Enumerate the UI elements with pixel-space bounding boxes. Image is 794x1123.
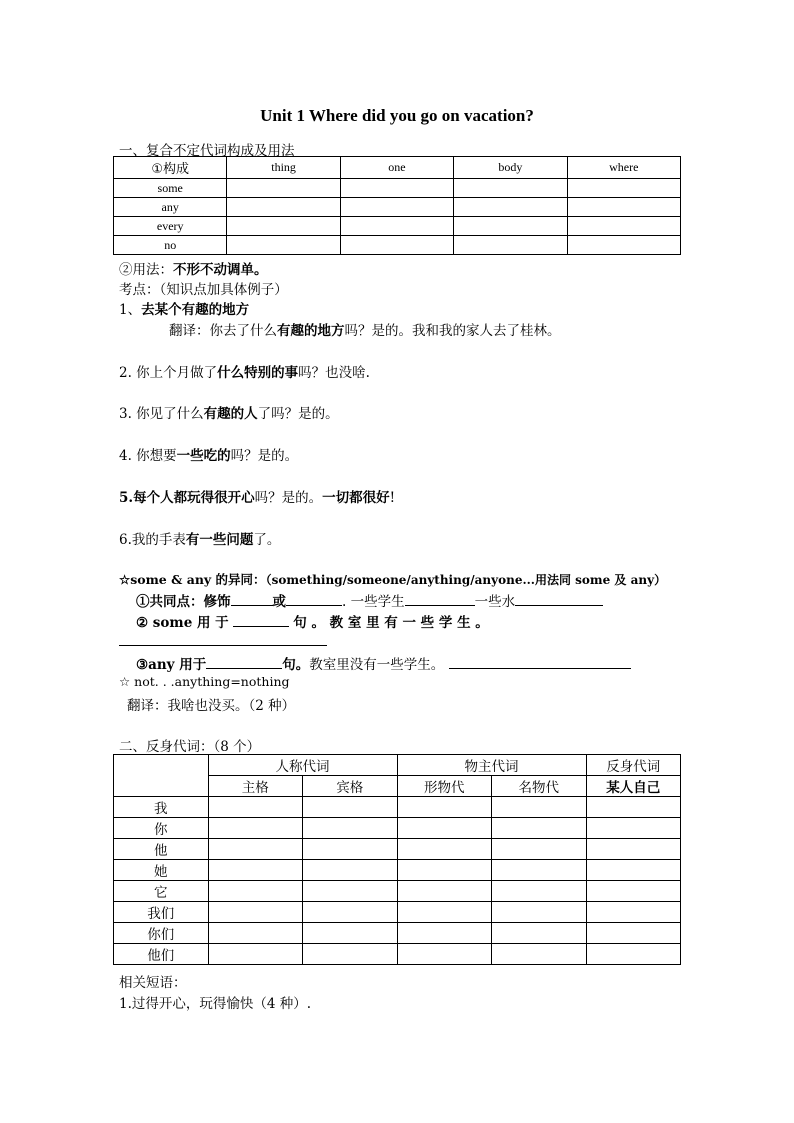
star1-a: ☆some & any 的异同：: [119, 572, 266, 587]
item5-a: 5.每个人都: [119, 490, 188, 506]
answer-cell[interactable]: [397, 923, 492, 944]
table-corner: [114, 755, 209, 797]
answer-cell[interactable]: [303, 797, 398, 818]
col-body: body: [454, 157, 567, 179]
usage-label: ②用法：: [119, 262, 173, 278]
item3-c: 了吗？是的。: [257, 406, 339, 422]
table-row: [114, 797, 681, 818]
answer-cell[interactable]: [586, 902, 681, 923]
blank-field[interactable]: [286, 591, 342, 606]
item3-a: 3. 你见了什么: [119, 406, 204, 422]
item6: [119, 528, 280, 548]
row-no: no: [114, 236, 227, 255]
row-label: 我们: [114, 902, 209, 923]
item6-a: 6.我的手表: [119, 532, 186, 548]
item5: [119, 486, 395, 506]
answer-cell[interactable]: [492, 818, 587, 839]
answer-cell[interactable]: [303, 860, 398, 881]
answer-cell[interactable]: [227, 236, 340, 255]
answer-cell[interactable]: [208, 902, 303, 923]
item1-num: 1、: [119, 302, 142, 318]
some-usage-a: ② some 用 于: [136, 615, 229, 631]
answer-cell[interactable]: [303, 881, 398, 902]
item1-tr-c: 吗？是的。我和我的家人去了桂林。: [344, 323, 561, 339]
answer-cell[interactable]: [397, 860, 492, 881]
blank-field[interactable]: [449, 654, 631, 669]
row-some: some: [114, 179, 227, 198]
group-reflexive: 反身代词: [586, 755, 681, 776]
usage-line: [119, 258, 268, 278]
answer-cell[interactable]: [586, 818, 681, 839]
answer-cell[interactable]: [492, 860, 587, 881]
answer-cell[interactable]: [303, 839, 398, 860]
common-a: ①共同点：修饰: [136, 594, 231, 610]
answer-cell[interactable]: [567, 236, 680, 255]
answer-cell[interactable]: [397, 797, 492, 818]
answer-cell[interactable]: [586, 860, 681, 881]
answer-cell[interactable]: [303, 902, 398, 923]
any-usage-c: 教室里没有一些学生。: [309, 657, 445, 673]
answer-cell[interactable]: [208, 923, 303, 944]
item6-b: 有一些问题: [185, 532, 254, 548]
star1-b: （something/someone/anything/anyone...用法同 some 及 any）: [265, 573, 667, 587]
item3: [119, 402, 339, 422]
table-row: [114, 236, 681, 255]
common-line: [136, 590, 603, 610]
answer-cell[interactable]: [492, 923, 587, 944]
item5-b: 玩得很开心: [187, 490, 255, 506]
answer-cell[interactable]: [492, 881, 587, 902]
answer-cell[interactable]: [340, 179, 453, 198]
group-possessive: 物主代词: [397, 755, 586, 776]
subcol-noun-possessive: 名物代: [492, 776, 587, 797]
item1-tr-a: 翻译：你去了什么: [169, 323, 277, 339]
item1-translation: [169, 319, 561, 339]
answer-cell[interactable]: [454, 217, 567, 236]
answer-cell[interactable]: [208, 818, 303, 839]
row-label: 她: [114, 860, 209, 881]
answer-cell[interactable]: [397, 944, 492, 965]
item4-b: 一些吃的: [176, 448, 231, 464]
answer-cell[interactable]: [208, 881, 303, 902]
any-usage-line: [136, 653, 631, 673]
item4: [119, 444, 298, 464]
section1-heading: 一、复合不定代词构成及用法: [119, 143, 295, 159]
answer-cell[interactable]: [454, 236, 567, 255]
phrases-label: 相关短语：: [119, 975, 187, 991]
answer-cell[interactable]: [397, 902, 492, 923]
answer-cell[interactable]: [586, 839, 681, 860]
blank-field[interactable]: [233, 612, 289, 627]
answer-cell[interactable]: [227, 217, 340, 236]
answer-cell[interactable]: [227, 198, 340, 217]
item2-c: 吗？也没啥.: [298, 365, 370, 381]
row-label: 他们: [114, 944, 209, 965]
blank-field[interactable]: [515, 591, 603, 606]
phrase-1: 1.过得开心，玩得愉快（4 种）.: [119, 996, 312, 1012]
answer-cell[interactable]: [208, 839, 303, 860]
item2-b: 什么特别的事: [217, 365, 299, 381]
answer-cell[interactable]: [397, 839, 492, 860]
item3-b: 有趣的人: [203, 406, 258, 422]
some-usage-continuation: [119, 631, 327, 650]
row-label: 它: [114, 881, 209, 902]
any-usage-b: 句。: [282, 657, 310, 673]
reflexive-pronoun-table: [113, 754, 681, 965]
item6-c: 了。: [253, 532, 281, 548]
answer-cell[interactable]: [227, 179, 340, 198]
compound-pronoun-table: [113, 156, 681, 255]
answer-cell[interactable]: [303, 923, 398, 944]
answer-cell[interactable]: [454, 179, 567, 198]
table-row: [114, 860, 681, 881]
kaodian: 考点：（知识点加具体例子）: [119, 282, 288, 298]
table-row: [114, 902, 681, 923]
row-label: 他: [114, 839, 209, 860]
item5-e: !: [389, 490, 396, 506]
star1-line: [119, 570, 666, 588]
answer-cell[interactable]: [567, 217, 680, 236]
subcol-adj-possessive: 形物代: [397, 776, 492, 797]
blank-field[interactable]: [405, 591, 475, 606]
answer-cell[interactable]: [492, 944, 587, 965]
common-d: 一些水: [474, 594, 516, 610]
table-row: [114, 839, 681, 860]
item4-c: 吗？是的。: [230, 448, 299, 464]
item1-tr-b: 有趣的地方: [277, 323, 345, 339]
subcol-object: 宾格: [303, 776, 398, 797]
answer-cell[interactable]: [340, 198, 453, 217]
group-personal: 人称代词: [208, 755, 397, 776]
answer-cell[interactable]: [586, 881, 681, 902]
row-label: 你: [114, 818, 209, 839]
answer-cell[interactable]: [492, 902, 587, 923]
answer-cell[interactable]: [454, 198, 567, 217]
common-b: 或: [272, 594, 286, 610]
item4-a: 4. 你想要: [119, 448, 177, 464]
answer-cell[interactable]: [303, 818, 398, 839]
table-corner: ①构成: [114, 157, 227, 179]
blank-field[interactable]: [119, 631, 327, 646]
answer-cell[interactable]: [208, 860, 303, 881]
table-row: [114, 881, 681, 902]
answer-cell[interactable]: [492, 839, 587, 860]
answer-cell[interactable]: [586, 797, 681, 818]
answer-cell[interactable]: [303, 944, 398, 965]
row-every: every: [114, 217, 227, 236]
col-one: one: [340, 157, 453, 179]
table-row: [114, 179, 681, 198]
table-row: [114, 217, 681, 236]
item5-c: 吗？是的。: [254, 490, 323, 506]
answer-cell[interactable]: [397, 881, 492, 902]
answer-cell[interactable]: [586, 923, 681, 944]
table-row: [114, 818, 681, 839]
subcol-reflexive: 某人自己: [586, 776, 681, 797]
row-any: any: [114, 198, 227, 217]
item2: [119, 361, 370, 381]
any-usage-a: ③any 用于: [136, 657, 207, 673]
col-where: where: [567, 157, 680, 179]
table-row: [114, 198, 681, 217]
item1-title-line: [119, 298, 249, 318]
some-usage-line: [136, 611, 489, 631]
answer-cell[interactable]: [397, 818, 492, 839]
star2-translation: 翻译：我啥也没买。（2 种）: [127, 698, 296, 714]
section2-heading: 二、反身代词：（8 个）: [119, 739, 261, 755]
blank-field[interactable]: [206, 654, 282, 669]
answer-cell[interactable]: [492, 797, 587, 818]
item5-d: 一切都很好: [322, 490, 390, 506]
answer-cell[interactable]: [340, 236, 453, 255]
star2-line: ☆ not. . .anything=nothing: [119, 674, 290, 689]
col-thing: thing: [227, 157, 340, 179]
answer-cell[interactable]: [340, 217, 453, 236]
blank-field[interactable]: [231, 591, 273, 606]
answer-cell[interactable]: [208, 797, 303, 818]
answer-cell[interactable]: [567, 198, 680, 217]
table-row: [114, 923, 681, 944]
usage-rule: 不形不动调单。: [173, 262, 268, 278]
some-usage-b: 句 。 教 室 里 有 一 些 学 生 。: [293, 615, 489, 631]
item2-a: 2. 你上个月做了: [119, 365, 218, 381]
item1-title: 去某个有趣的地方: [141, 302, 250, 318]
table-row: [114, 944, 681, 965]
answer-cell[interactable]: [567, 179, 680, 198]
row-label: 你们: [114, 923, 209, 944]
page-title: Unit 1 Where did you go on vacation?: [260, 106, 534, 125]
row-label: 我: [114, 797, 209, 818]
answer-cell[interactable]: [208, 944, 303, 965]
answer-cell[interactable]: [586, 944, 681, 965]
common-c: . 一些学生: [342, 594, 405, 610]
subcol-subject: 主格: [208, 776, 303, 797]
